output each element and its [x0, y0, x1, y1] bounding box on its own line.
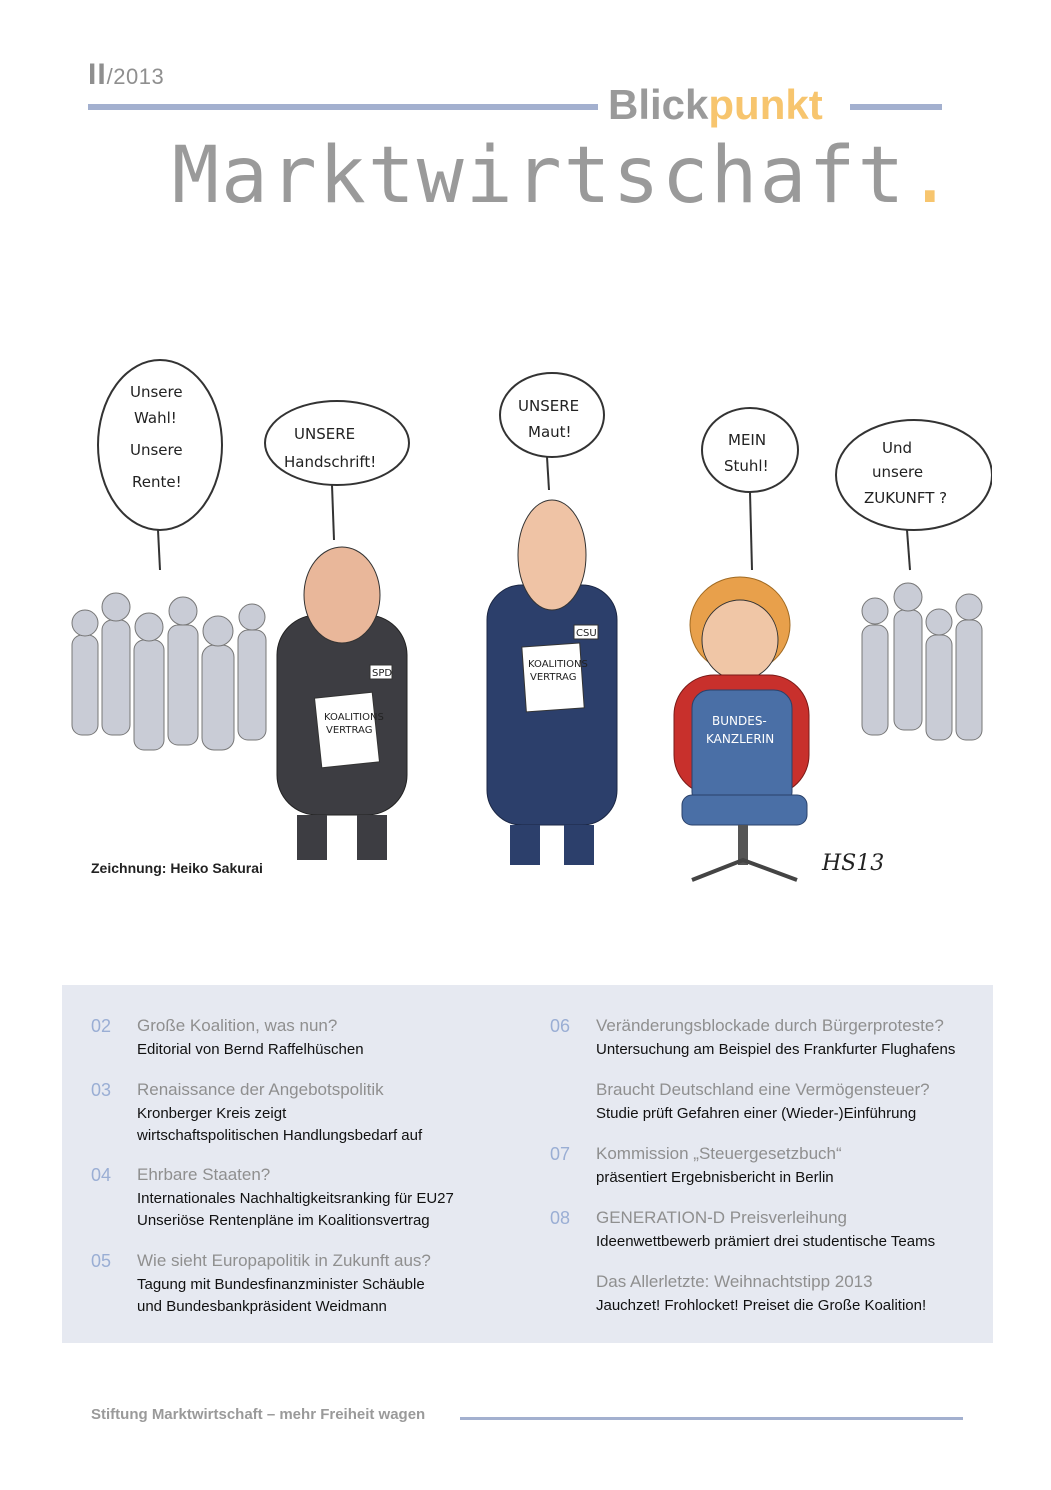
toc-title: GENERATION-D Preisverleihung: [596, 1208, 847, 1227]
masthead-word: Marktwirtschaft: [172, 131, 907, 221]
toc-page-number: 04: [91, 1165, 112, 1185]
spd-politician: [277, 547, 407, 860]
toc-subtitle: [137, 1274, 425, 1318]
toc-subtitle: [596, 1295, 926, 1317]
toc-title: Ehrbare Staaten?: [137, 1165, 271, 1184]
issue-number: [88, 58, 164, 92]
toc-subtitle-line: Tagung mit Bundesfinanzminister Schäuble: [137, 1276, 425, 1293]
blickpunkt-logo: [608, 80, 823, 130]
bubble-spd-line1: UNSERE: [294, 425, 356, 443]
chancellor-with-chair: [674, 577, 884, 880]
toc-subtitle: [596, 1167, 834, 1189]
toc-page-number: 06: [550, 1016, 571, 1036]
toc-title: Wie sieht Europapolitik in Zukunft aus?: [137, 1251, 431, 1270]
masthead-title: [172, 128, 955, 224]
contract-a-line2: VERTRAG: [326, 725, 373, 736]
bubble-csu: [500, 373, 604, 490]
toc-subtitle-line: Ideenwettbewerb prämiert drei studentische Teams: [596, 1233, 936, 1250]
toc-page-number: 08: [550, 1208, 571, 1228]
bubble-crowd-left-line3: Unsere: [130, 441, 183, 459]
footer-rule: [460, 1417, 963, 1420]
crowd-left: [72, 593, 266, 750]
toc-subtitle-line: Editorial von Bernd Raffelhüschen: [137, 1041, 364, 1058]
csu-politician: [487, 500, 617, 865]
bubble-crowd-right-line2: unsere: [872, 463, 924, 481]
toc-title: Große Koalition, was nun?: [137, 1016, 338, 1035]
toc-title: Renaissance der Angebotspolitik: [137, 1080, 384, 1099]
issue-year: /2013: [106, 64, 165, 89]
toc-subtitle: [596, 1039, 955, 1061]
header-rule-right: [850, 104, 942, 110]
toc-subtitle-line: Internationales Nachhaltigkeitsranking für EU27: [137, 1190, 454, 1207]
cartoon-credit: Zeichnung: Heiko Sakurai: [91, 860, 263, 876]
toc-title: Braucht Deutschland eine Vermögensteuer?: [596, 1080, 930, 1099]
contract-b-line1: KOALITIONS: [528, 659, 588, 670]
table-of-contents: [62, 985, 993, 1343]
toc-title: Kommission „Steuergesetzbuch“: [596, 1144, 842, 1163]
contract-b-line2: VERTRAG: [530, 672, 577, 683]
toc-subtitle: [596, 1103, 916, 1125]
toc-subtitle: [137, 1039, 364, 1061]
spd-badge: SPD: [372, 668, 393, 679]
toc-subtitle-line: präsentiert Ergebnisbericht in Berlin: [596, 1169, 834, 1186]
bubble-csu-line2: Maut!: [528, 423, 572, 441]
contract-a-line1: KOALITIONS: [324, 712, 384, 723]
chair-label-line1: BUNDES-: [712, 714, 767, 728]
toc-subtitle-line: und Bundesbankpräsident Weidmann: [137, 1298, 387, 1315]
chair-label-line2: KANZLERIN: [706, 732, 775, 746]
bubble-crowd-left-line2: Wahl!: [134, 409, 177, 427]
toc-page-number: 02: [91, 1016, 112, 1036]
bubble-crowd-left-line1: Unsere: [130, 383, 183, 401]
toc-subtitle-line: wirtschaftspolitischen Handlungsbedarf auf: [137, 1127, 423, 1144]
bubble-crowd-left-line4: Rente!: [132, 473, 182, 491]
bubble-csu-line1: UNSERE: [518, 397, 580, 415]
toc-title: Veränderungsblockade durch Bürgerproteste?: [596, 1016, 944, 1035]
toc-subtitle-line: Untersuchung am Beispiel des Frankfurter Flughafens: [596, 1041, 956, 1058]
cartoon-illustration: [62, 355, 992, 905]
toc-page-number: 05: [91, 1251, 112, 1271]
bubble-chancellor: [702, 408, 798, 570]
toc-subtitle-line: Jauchzet! Frohlocket! Preiset die Große Koalition!: [596, 1297, 927, 1314]
toc-subtitle: [137, 1103, 422, 1147]
crowd-right: [862, 583, 982, 740]
bubble-crowd-left: [98, 360, 222, 570]
bubble-chancellor-line1: MEIN: [728, 431, 767, 449]
footer-tagline: Stiftung Marktwirtschaft – mehr Freiheit wagen: [91, 1406, 426, 1423]
toc-subtitle: [596, 1231, 935, 1253]
toc-title: Das Allerletzte: Weihnachtstipp 2013: [596, 1272, 873, 1291]
blick-text: Blick: [608, 81, 709, 128]
csu-badge: CSU: [576, 628, 597, 639]
artist-signature: HS13: [822, 851, 885, 876]
toc-subtitle-line: Unseriöse Rentenpläne im Koalitionsvertrag: [137, 1212, 430, 1229]
toc-page-number: 03: [91, 1080, 112, 1100]
toc-subtitle-line: Studie prüft Gefahren einer (Wieder-)Einführung: [596, 1105, 917, 1122]
bubble-crowd-right: [836, 420, 992, 570]
header-rule-left: [88, 104, 598, 110]
bubble-crowd-right-line1: Und: [882, 439, 913, 457]
masthead-dot: .: [906, 131, 956, 221]
bubble-spd-line2: Handschrift!: [284, 453, 377, 471]
punkt-text: punkt: [708, 81, 823, 128]
toc-page-number: 07: [550, 1144, 571, 1164]
toc-subtitle: [137, 1188, 454, 1232]
bubble-crowd-right-line3: ZUKUNFT ?: [864, 489, 948, 507]
bubble-chancellor-line2: Stuhl!: [724, 457, 769, 475]
issue-roman: II: [88, 58, 107, 91]
bubble-spd: [265, 401, 409, 540]
toc-subtitle-line: Kronberger Kreis zeigt: [137, 1105, 287, 1122]
